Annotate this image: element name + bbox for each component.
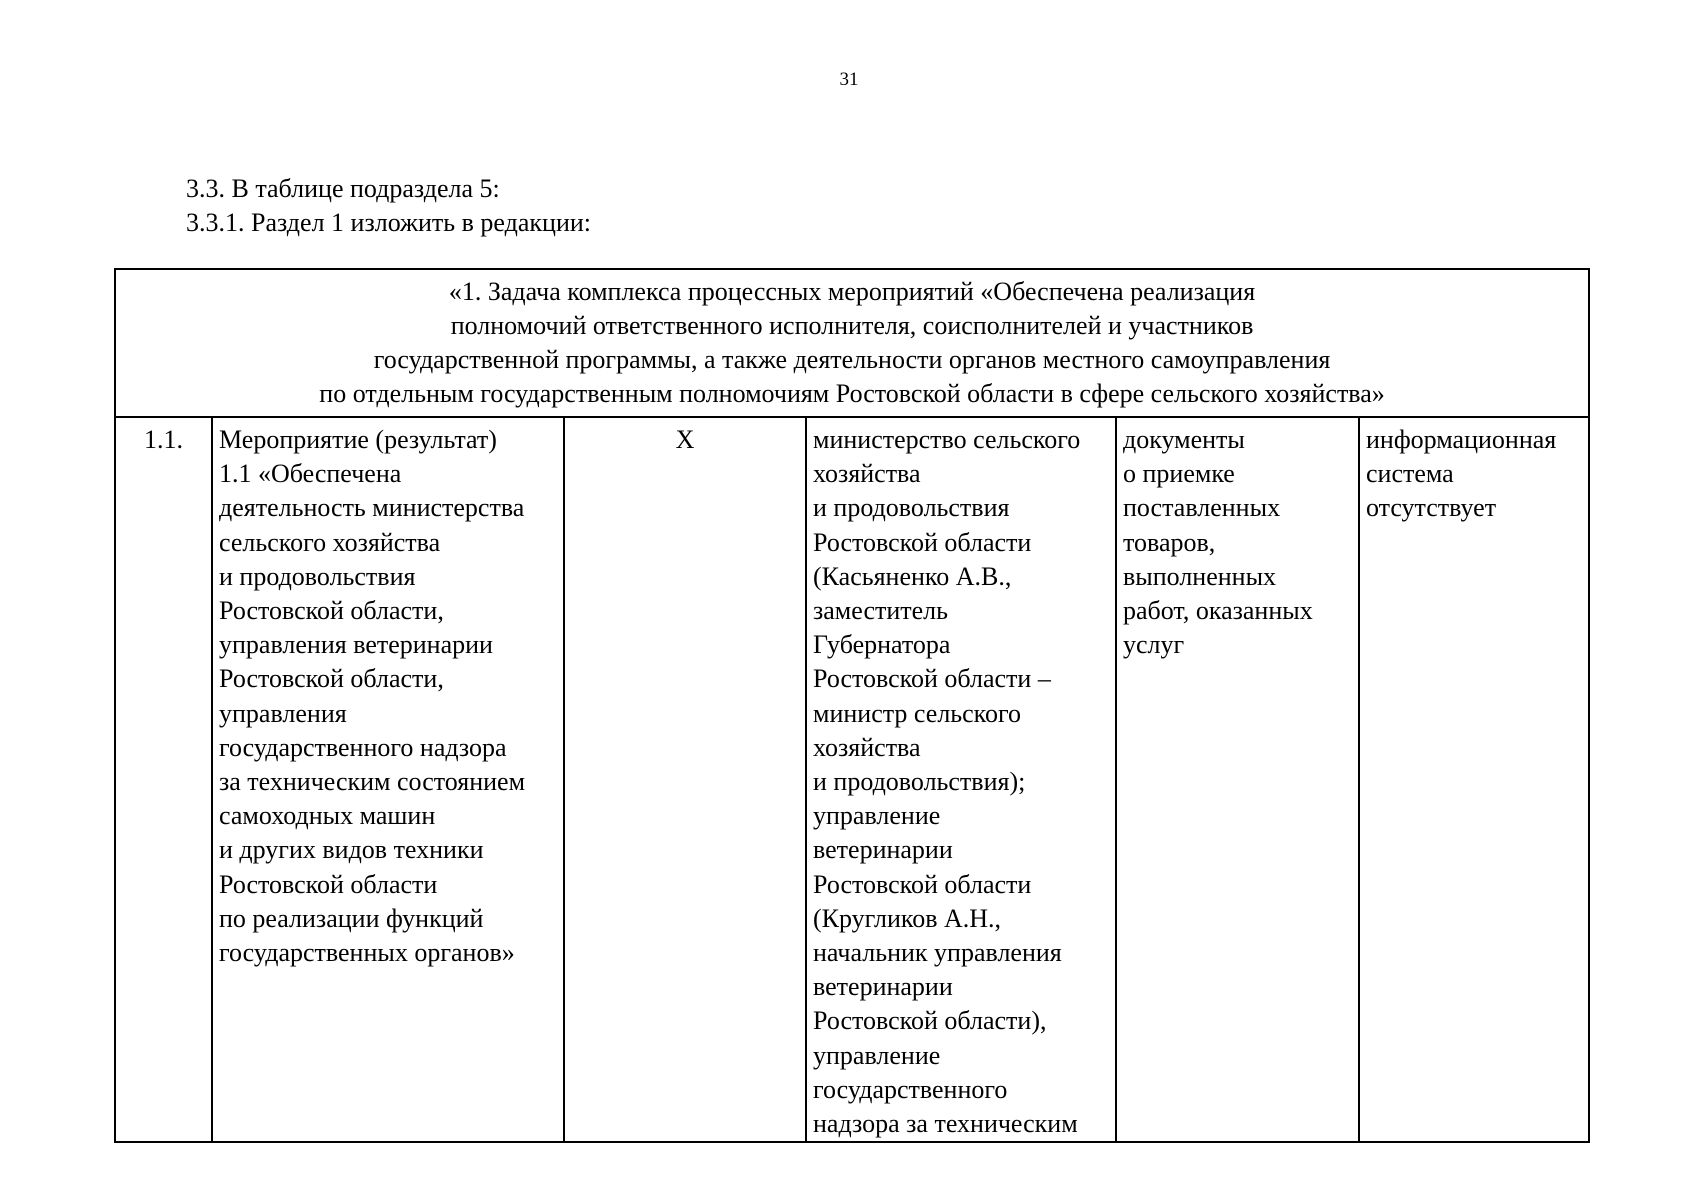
event-line: деятельность министерства [219,493,525,523]
responsible-line: Ростовской области – [813,664,1051,694]
responsible-line: Ростовской области [813,869,1032,899]
task-header-line: государственной программы, а также деятельности органов местного самоуправления [373,345,1331,374]
responsible-line: управление [813,1040,941,1070]
responsible-line: государственного [813,1074,1008,1104]
responsible-line: управление [813,801,941,831]
mark-value: Х [675,425,695,454]
responsible-line: хозяйства [813,459,921,489]
row-number: 1.1. [144,425,183,454]
event-line: и продовольствия [219,561,416,591]
event-line: за техническим состоянием [219,767,526,797]
task-header-line: по отдельным государственным полномочиям Ростовской области в сфере сельского хозяйства» [319,379,1385,408]
responsible-line: хозяйства [813,732,921,762]
heading-line-2: 3.3.1. Раздел 1 изложить в редакции: [186,208,591,237]
info-system-cell [1359,417,1589,1142]
page-number: 31 [839,69,859,90]
responsible-line: министерство сельского [813,425,1081,454]
event-line: управления ветеринарии [219,630,493,660]
documents-line: документы [1123,425,1245,454]
responsible-line: и продовольствия); [813,767,1026,797]
event-line: Ростовской области, [219,596,444,626]
responsible-line: ветеринарии [813,972,953,1002]
task-header-line: «1. Задача комплекса процессных мероприятий «Обеспечена реализация [448,277,1256,306]
measures-table [114,268,1590,1143]
event-line: сельского хозяйства [219,527,441,557]
responsible-line: Ростовской области [813,527,1032,557]
responsible-line: надзора за техническим [813,1109,1078,1139]
responsible-line: Губернатора [813,630,951,660]
documents-line: выполненных [1123,561,1277,591]
event-line: Мероприятие (результат) [219,425,497,454]
event-line: по реализации функций [219,903,484,933]
heading-line-1: 3.3. В таблице подраздела 5: [186,174,500,203]
documents-line: работ, оказанных [1123,596,1313,626]
row-number-cell [115,417,212,1142]
task-header-row [115,269,1589,417]
task-header-line: полномочий ответственного исполнителя, соисполнителей и участников [450,311,1254,340]
responsible-line: и продовольствия [813,493,1010,523]
responsible-line: министр сельского [813,698,1022,728]
task-header-cell [115,269,1589,417]
info-system-line: информационная [1366,425,1557,454]
documents-line: товаров, [1123,527,1216,557]
event-line: Ростовской области, [219,664,444,694]
event-cell [212,417,564,1142]
responsible-line: начальник управления [813,938,1062,968]
responsible-line: ветеринарии [813,835,953,865]
responsible-line: Ростовской области), [813,1006,1047,1036]
documents-line: услуг [1123,630,1185,660]
event-line: государственного надзора [219,732,507,762]
responsible-line: (Кругликов А.Н., [813,903,1002,933]
responsible-line: заместитель [813,596,949,626]
event-line: 1.1 «Обеспечена [219,459,402,489]
event-line: и других видов техники [219,835,484,865]
event-line: управления [219,698,347,728]
responsible-line: (Касьяненко А.В., [813,561,1012,591]
mark-cell [564,417,806,1142]
info-system-line: система [1366,459,1454,489]
documents-line: о приемке [1123,459,1235,489]
documents-cell [1116,417,1359,1142]
table-row [115,417,1589,1142]
responsible-cell [806,417,1116,1142]
info-system-line: отсутствует [1366,493,1497,523]
documents-line: поставленных [1123,493,1281,523]
event-line: самоходных машин [219,801,436,831]
event-line: Ростовской области [219,869,438,899]
event-line: государственных органов» [219,938,515,968]
